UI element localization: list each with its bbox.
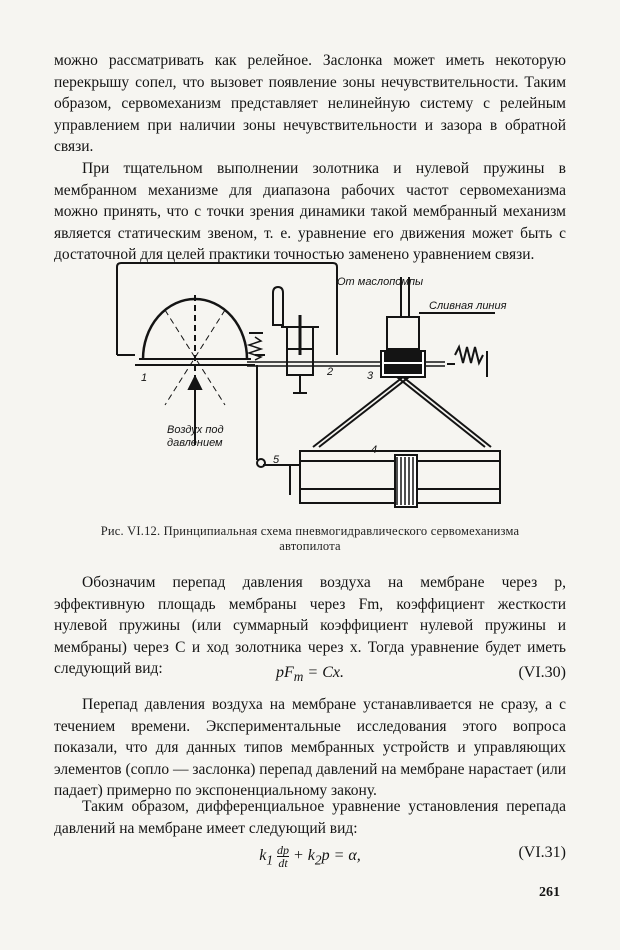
equation-vi30 bbox=[54, 664, 566, 688]
label-air-1: Воздух под bbox=[167, 424, 224, 436]
paragraph-4: Перепад давления воздуха на мембране устанавливается не сразу, а с течением времени. Экспериментальные исследования этого вопроса показали, что для данных типов мембранных устройств и управляющих элементов (сопло — заслонка) перепад давлений на мембране нарастает (или падает) примерно по экспоненциальному закону. bbox=[54, 696, 566, 799]
paragraph-5: Таким образом, дифференциальное уравнение установления перепада давлений на мембране имеет следующий вид: bbox=[54, 798, 566, 837]
label-n3: 3 bbox=[367, 370, 374, 382]
eq30-sub: m bbox=[293, 669, 304, 685]
zero-spring bbox=[249, 337, 261, 360]
label-n4: 4 bbox=[371, 444, 378, 456]
diagram-svg bbox=[105, 255, 515, 520]
label-n5: 5 bbox=[273, 454, 280, 466]
slide-valve-body bbox=[387, 317, 419, 349]
paragraph-3: Обозначим перепад давления воздуха на мембране через p, эффективную площадь мембраны через Fm, коэффициент жесткости нулевой пружины (или суммарный коэффициент нулевой пружины и мембраны) через C и ход золотника через x. Тогда уравнение будет иметь следующий вид: bbox=[54, 574, 566, 677]
oil-line-right bbox=[403, 377, 491, 447]
eq31-tail: p = α, bbox=[321, 847, 361, 865]
label-drain-line: Сливная линия bbox=[429, 300, 507, 312]
oil-line-left bbox=[313, 377, 403, 447]
paragraph-1: можно рассматривать как релейное. Заслонка может иметь некоторую перекрышу сопел, что вызовет появление зоны нечувствительности. Таким образом, сервомеханизм представляет нелинейную систему с релейным управлением при наличии зоны нечувствительности и зазора в обратной связи. bbox=[54, 52, 566, 155]
page-number: 261 bbox=[539, 885, 560, 900]
equation-vi31 bbox=[54, 844, 566, 872]
eq31-denominator: dt bbox=[278, 856, 288, 870]
housing-outline bbox=[117, 263, 337, 355]
right-spring bbox=[455, 347, 483, 363]
eq31-k1: k bbox=[259, 847, 267, 865]
eq30-rhs: = Cx. bbox=[303, 664, 344, 681]
label-oil-pump: От маслопомпы bbox=[337, 276, 424, 288]
eq31-numerator: dp bbox=[277, 843, 289, 857]
label-air-2: давлением bbox=[167, 437, 223, 449]
eq30-lhs: pF bbox=[276, 664, 294, 681]
eq31-k2-sub: 2 bbox=[314, 852, 322, 868]
paragraph-2: При тщательном выполнении золотника и нулевой пружины в мембранном механизме для диапазона рабочих частот сервомеханизма можно принять, что с точки зрения динамики такой мембранный механизм является статическим звеном, т. е. уравнение его движения может быть с достаточной для целей практики точностью заменено уравнением связи. bbox=[54, 160, 566, 263]
eq31-plus-k2: + k bbox=[289, 847, 315, 865]
nozzle-pipe bbox=[273, 287, 283, 325]
label-n1: 1 bbox=[141, 372, 148, 384]
eq31-fraction bbox=[277, 844, 289, 869]
eq31-number: (VI.31) bbox=[518, 844, 566, 861]
eq31-k1-sub: 1 bbox=[266, 852, 273, 868]
figure-caption: Рис. VI.12. Принципиальная схема пневмогидравлического сервомеханизма автопилота bbox=[100, 524, 520, 553]
servomechanism-diagram bbox=[105, 255, 515, 525]
label-n2: 2 bbox=[327, 366, 334, 378]
eq30-number: (VI.30) bbox=[518, 664, 566, 681]
